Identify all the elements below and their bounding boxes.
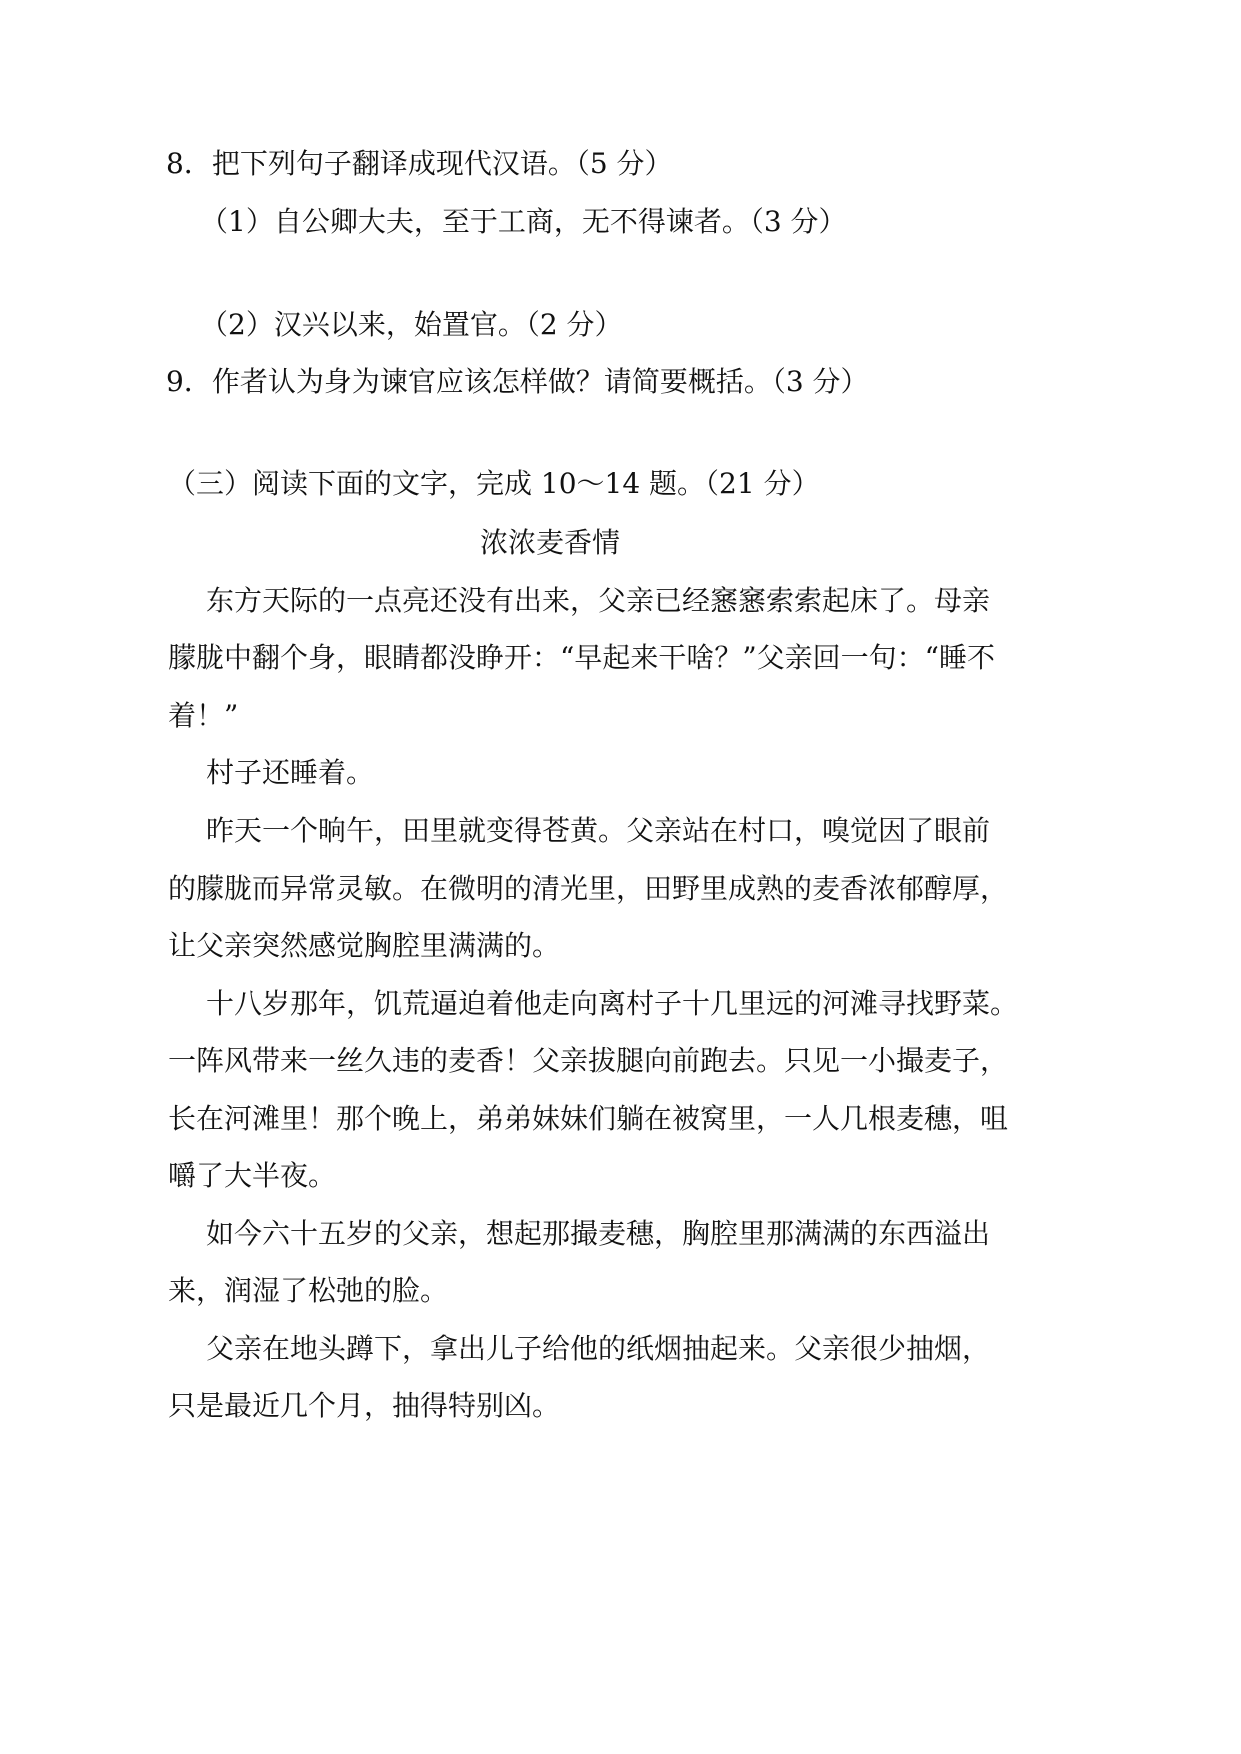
q8-sub1: （1）自公卿大夫，至于工商，无不得谏者。（3 分） [200, 205, 847, 238]
passage-line: 村子还睡着。 [206, 756, 375, 789]
passage-line: 来，润湿了松弛的脸。 [168, 1274, 449, 1307]
passage-line: 如今六十五岁的父亲，想起那撮麦穗，胸腔里那满满的东西溢出 [206, 1217, 991, 1250]
section-heading: （三）阅读下面的文字，完成 10～14 题。（21 分） [168, 467, 820, 500]
passage-line: 东方天际的一点亮还没有出来，父亲已经窸窸索索起床了。母亲 [206, 584, 991, 617]
passage-line: 让父亲突然感觉胸腔里满满的。 [168, 929, 561, 962]
passage-line: 昨天一个晌午，田里就变得苍黄。父亲站在村口，嗅觉因了眼前 [206, 814, 991, 847]
passage-line: 嚼了大半夜。 [168, 1159, 337, 1192]
passage-line: 朦胧中翻个身，眼睛都没睁开：“早起来干啥？”父亲回一句：“睡不 [168, 641, 995, 674]
passage-line: 父亲在地头蹲下，拿出儿子给他的纸烟抽起来。父亲很少抽烟， [206, 1332, 991, 1365]
q8-sub2: （2）汉兴以来，始置官。（2 分） [200, 308, 623, 341]
passage-line: 一阵风带来一丝久违的麦香！父亲拔腿向前跑去。只见一小撮麦子， [168, 1044, 1009, 1077]
passage-line: 长在河滩里！那个晚上，弟弟妹妹们躺在被窝里，一人几根麦穗，咀 [168, 1102, 1009, 1135]
passage-line: 的朦胧而异常灵敏。在微明的清光里，田野里成熟的麦香浓郁醇厚， [168, 872, 1009, 905]
passage-line: 着！” [168, 699, 239, 732]
q9-stem: 9．作者认为身为谏官应该怎样做？请简要概括。（3 分） [166, 365, 869, 398]
passage-line: 只是最近几个月，抽得特别凶。 [168, 1389, 561, 1422]
passage-title: 浓浓麦香情 [480, 526, 621, 559]
q8-stem: 8．把下列句子翻译成现代汉语。（5 分） [166, 147, 673, 180]
passage-line: 十八岁那年，饥荒逼迫着他走向离村子十几里远的河滩寻找野菜。 [206, 987, 1019, 1020]
